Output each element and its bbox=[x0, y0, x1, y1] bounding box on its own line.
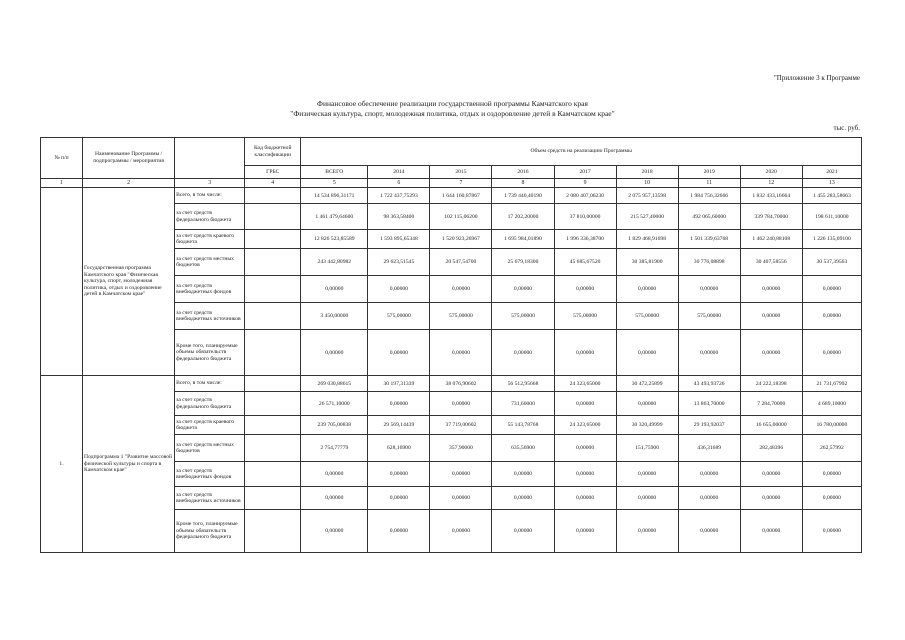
index-cell: 11 bbox=[678, 179, 740, 188]
funding-source: за счет средств внебюджетных фондов bbox=[175, 462, 245, 487]
year-value: 1 996 336,38700 bbox=[554, 230, 616, 249]
header-year: 2014 bbox=[368, 166, 430, 179]
year-value: 29 569,14439 bbox=[368, 416, 430, 435]
year-value: 0,00000 bbox=[616, 462, 678, 487]
year-value: 0,00000 bbox=[368, 487, 430, 510]
year-value: 357,90000 bbox=[430, 435, 492, 462]
total-value: 26 571,10000 bbox=[301, 392, 368, 416]
year-value: 30 407,58556 bbox=[740, 249, 802, 276]
header-volume: Объем средств на реализацию Программы bbox=[301, 138, 862, 166]
year-value: 30 776,08898 bbox=[678, 249, 740, 276]
year-value: 0,00000 bbox=[678, 510, 740, 553]
year-value: 0,00000 bbox=[802, 462, 861, 487]
year-value: 0,00000 bbox=[740, 330, 802, 376]
year-value: 38 076,90602 bbox=[430, 376, 492, 392]
year-value: 0,00000 bbox=[740, 510, 802, 553]
program-name: Государственная программа Камчатского края "Физическая культура, спорт, молодежная политика, отдых и оздоровление детей в Камчатском крае" bbox=[83, 188, 175, 376]
unit-label: тыс. руб. bbox=[833, 124, 860, 132]
year-value: 0,00000 bbox=[802, 487, 861, 510]
year-value: 198 611,10000 bbox=[802, 204, 861, 230]
year-value: 575,00000 bbox=[492, 303, 554, 330]
year-value: 0,00000 bbox=[430, 487, 492, 510]
year-value: 0,00000 bbox=[678, 462, 740, 487]
year-value: 628,16900 bbox=[368, 435, 430, 462]
header-year: 2021 bbox=[802, 166, 861, 179]
year-value: 0,00000 bbox=[616, 487, 678, 510]
year-value: 1 455 283,58663 bbox=[802, 188, 861, 204]
index-cell: 10 bbox=[616, 179, 678, 188]
year-value: 0,00000 bbox=[492, 510, 554, 553]
grbs-cell bbox=[245, 376, 301, 392]
year-value: 282,48396 bbox=[740, 435, 802, 462]
total-value: 0,00000 bbox=[301, 510, 368, 553]
program-name: Подпрограмма 1 "Развитие массовой физической культуры и спорта в Камчатском крае" bbox=[83, 376, 175, 553]
header-year: 2015 bbox=[430, 166, 492, 179]
year-value: 0,00000 bbox=[368, 330, 430, 376]
grbs-cell bbox=[245, 462, 301, 487]
year-value: 436,31689 bbox=[678, 435, 740, 462]
year-value: 1 832 433,16664 bbox=[740, 188, 802, 204]
year-value: 98 363,58400 bbox=[368, 204, 430, 230]
total-value: 239 705,00838 bbox=[301, 416, 368, 435]
header-year: 2016 bbox=[492, 166, 554, 179]
year-value: 0,00000 bbox=[554, 462, 616, 487]
year-value: 1 226 135,09100 bbox=[802, 230, 861, 249]
year-value: 20 547,54700 bbox=[430, 249, 492, 276]
year-value: 16 655,00000 bbox=[740, 416, 802, 435]
year-value: 0,00000 bbox=[740, 276, 802, 303]
year-value: 0,00000 bbox=[678, 276, 740, 303]
year-value: 1 695 984,01890 bbox=[492, 230, 554, 249]
year-value: 0,00000 bbox=[492, 462, 554, 487]
year-value: 0,00000 bbox=[554, 487, 616, 510]
year-value: 0,00000 bbox=[802, 330, 861, 376]
year-value: 56 512,95668 bbox=[492, 376, 554, 392]
year-value: 30 385,81900 bbox=[616, 249, 678, 276]
total-value: 269 030,88615 bbox=[301, 376, 368, 392]
year-value: 0,00000 bbox=[368, 276, 430, 303]
year-value: 24 323,65000 bbox=[554, 416, 616, 435]
index-cell: 5 bbox=[301, 179, 368, 188]
year-value: 30 320,49999 bbox=[616, 416, 678, 435]
funding-source: Кроме того, планируемые объемы обязательств федерального бюджета bbox=[175, 330, 245, 376]
year-value: 0,00000 bbox=[554, 435, 616, 462]
year-value: 575,00000 bbox=[368, 303, 430, 330]
total-value: 14 534 896,31171 bbox=[301, 188, 368, 204]
year-value: 43 493,93726 bbox=[678, 376, 740, 392]
header-num: № п/п bbox=[41, 138, 83, 179]
year-value: 731,60000 bbox=[492, 392, 554, 416]
funding-source: за счет средств местных бюджетов bbox=[175, 249, 245, 276]
year-value: 635,56900 bbox=[492, 435, 554, 462]
row-number: 1. bbox=[41, 376, 83, 553]
appendix-label: "Приложение 3 к Программе bbox=[773, 74, 860, 82]
header-year: 2019 bbox=[678, 166, 740, 179]
year-value: 21 731,67992 bbox=[802, 376, 861, 392]
year-value: 2 080 407,06230 bbox=[554, 188, 616, 204]
year-value: 1 520 923,26967 bbox=[430, 230, 492, 249]
year-value: 1 829 468,91698 bbox=[616, 230, 678, 249]
total-value: 12 826 523,85589 bbox=[301, 230, 368, 249]
year-value: 1 462 240,88108 bbox=[740, 230, 802, 249]
total-value: 1 461 479,64600 bbox=[301, 204, 368, 230]
funding-source: за счет средств внебюджетных источников bbox=[175, 303, 245, 330]
year-value: 2 075 957,13598 bbox=[616, 188, 678, 204]
year-value: 37 810,00000 bbox=[554, 204, 616, 230]
index-row bbox=[41, 179, 862, 188]
total-value: 3 450,00000 bbox=[301, 303, 368, 330]
index-cell: 1 bbox=[41, 179, 83, 188]
year-value: 0,00000 bbox=[554, 330, 616, 376]
funding-source: за счет средств краевого бюджета bbox=[175, 230, 245, 249]
year-value: 0,00000 bbox=[430, 330, 492, 376]
grbs-cell bbox=[245, 510, 301, 553]
header-year: 2020 bbox=[740, 166, 802, 179]
year-value: 575,00000 bbox=[678, 303, 740, 330]
index-cell: 12 bbox=[740, 179, 802, 188]
year-value: 1 501 339,63768 bbox=[678, 230, 740, 249]
index-cell: 4 bbox=[245, 179, 301, 188]
year-value: 0,00000 bbox=[740, 462, 802, 487]
grbs-cell bbox=[245, 416, 301, 435]
year-value: 24 323,65000 bbox=[554, 376, 616, 392]
header-kbk: Код бюджетной классификации bbox=[245, 138, 301, 166]
header-year: 2018 bbox=[616, 166, 678, 179]
year-value: 0,00000 bbox=[678, 330, 740, 376]
year-value: 1 644 160,87867 bbox=[430, 188, 492, 204]
document-title: Финансовое обеспечение реализации государственной программы Камчатского края bbox=[317, 99, 588, 108]
index-cell: 6 bbox=[368, 179, 430, 188]
year-value: 0,00000 bbox=[554, 276, 616, 303]
funding-source: Всего, в том числе: bbox=[175, 188, 245, 204]
funding-source: Кроме того, планируемые объемы обязательств федерального бюджета bbox=[175, 510, 245, 553]
header-row bbox=[41, 138, 862, 166]
grbs-cell bbox=[245, 230, 301, 249]
index-cell: 13 bbox=[802, 179, 861, 188]
row-number bbox=[41, 188, 83, 376]
year-value: 102 115,06200 bbox=[430, 204, 492, 230]
year-value: 575,00000 bbox=[616, 303, 678, 330]
year-value: 0,00000 bbox=[492, 330, 554, 376]
total-value: 243 442,80982 bbox=[301, 249, 368, 276]
grbs-cell bbox=[245, 276, 301, 303]
year-value: 0,00000 bbox=[802, 276, 861, 303]
finance-table bbox=[40, 137, 862, 553]
year-value: 30 472,25899 bbox=[616, 376, 678, 392]
grbs-cell bbox=[245, 330, 301, 376]
grbs-cell bbox=[245, 204, 301, 230]
year-value: 1 739 440,40190 bbox=[492, 188, 554, 204]
total-value: 0,00000 bbox=[301, 330, 368, 376]
year-value: 339 784,70000 bbox=[740, 204, 802, 230]
year-value: 0,00000 bbox=[368, 392, 430, 416]
year-value: 575,00000 bbox=[430, 303, 492, 330]
year-value: 1 984 756,32666 bbox=[678, 188, 740, 204]
index-cell: 2 bbox=[83, 179, 175, 188]
year-value: 0,00000 bbox=[430, 462, 492, 487]
grbs-cell bbox=[245, 303, 301, 330]
year-value: 1 722 437,75293 bbox=[368, 188, 430, 204]
grbs-cell bbox=[245, 487, 301, 510]
year-value: 16 780,00000 bbox=[802, 416, 861, 435]
year-value: 55 143,78768 bbox=[492, 416, 554, 435]
year-value: 151,75900 bbox=[616, 435, 678, 462]
year-value: 0,00000 bbox=[616, 510, 678, 553]
grbs-cell bbox=[245, 249, 301, 276]
index-cell: 9 bbox=[554, 179, 616, 188]
year-value: 1 593 895,65348 bbox=[368, 230, 430, 249]
header-year: 2017 bbox=[554, 166, 616, 179]
funding-source: за счет средств краевого бюджета bbox=[175, 416, 245, 435]
year-value: 17 202,20000 bbox=[492, 204, 554, 230]
total-value: 0,00000 bbox=[301, 487, 368, 510]
header-grbs: ГРБС bbox=[245, 166, 301, 179]
year-value: 0,00000 bbox=[368, 510, 430, 553]
grbs-cell bbox=[245, 188, 301, 204]
funding-source: за счет средств внебюджетных фондов bbox=[175, 276, 245, 303]
year-value: 4 689,10000 bbox=[802, 392, 861, 416]
year-value: 0,00000 bbox=[802, 510, 861, 553]
year-value: 29 623,51545 bbox=[368, 249, 430, 276]
year-value: 30 197,31339 bbox=[368, 376, 430, 392]
total-value: 0,00000 bbox=[301, 276, 368, 303]
total-value: 0,00000 bbox=[301, 462, 368, 487]
year-value: 0,00000 bbox=[554, 510, 616, 553]
year-value: 492 065,60000 bbox=[678, 204, 740, 230]
year-value: 29 193,92037 bbox=[678, 416, 740, 435]
header-total: ВСЕГО bbox=[301, 166, 368, 179]
year-value: 13 863,70000 bbox=[678, 392, 740, 416]
year-value: 25 679,18300 bbox=[492, 249, 554, 276]
year-value: 0,00000 bbox=[616, 392, 678, 416]
table-row bbox=[41, 188, 862, 204]
header-name: Наименование Программы / подпрограммы / мероприятия bbox=[83, 138, 175, 179]
funding-source: за счет средств внебюджетных источников bbox=[175, 487, 245, 510]
year-value: 0,00000 bbox=[554, 392, 616, 416]
year-value: 215 527,40000 bbox=[616, 204, 678, 230]
index-cell: 7 bbox=[430, 179, 492, 188]
year-value: 0,00000 bbox=[492, 487, 554, 510]
year-value: 0,00000 bbox=[430, 276, 492, 303]
year-value: 0,00000 bbox=[616, 330, 678, 376]
grbs-cell bbox=[245, 392, 301, 416]
index-cell: 8 bbox=[492, 179, 554, 188]
year-value: 30 537,39563 bbox=[802, 249, 861, 276]
year-value: 0,00000 bbox=[368, 462, 430, 487]
year-value: 0,00000 bbox=[492, 276, 554, 303]
year-value: 37 719,00602 bbox=[430, 416, 492, 435]
year-value: 0,00000 bbox=[678, 487, 740, 510]
document-subtitle: "Физическая культура, спорт, молодежная политика, отдых и оздоровление детей в Камчатском крае" bbox=[290, 109, 615, 118]
funding-source: за счет средств федерального бюджета bbox=[175, 392, 245, 416]
funding-source: за счет средств местных бюджетов bbox=[175, 435, 245, 462]
year-value: 0,00000 bbox=[802, 303, 861, 330]
index-cell: 3 bbox=[175, 179, 245, 188]
year-value: 0,00000 bbox=[430, 510, 492, 553]
year-value: 0,00000 bbox=[616, 276, 678, 303]
funding-source: за счет средств федерального бюджета bbox=[175, 204, 245, 230]
year-value: 45 685,67520 bbox=[554, 249, 616, 276]
header-col3 bbox=[175, 138, 245, 179]
total-value: 2 754,77779 bbox=[301, 435, 368, 462]
year-value: 0,00000 bbox=[740, 303, 802, 330]
year-value: 0,00000 bbox=[740, 487, 802, 510]
table-row bbox=[41, 376, 862, 392]
year-value: 0,00000 bbox=[430, 392, 492, 416]
funding-source: Всего, в том числе: bbox=[175, 376, 245, 392]
year-value: 262,57992 bbox=[802, 435, 861, 462]
year-value: 24 222,18398 bbox=[740, 376, 802, 392]
year-value: 575,00000 bbox=[554, 303, 616, 330]
grbs-cell bbox=[245, 435, 301, 462]
year-value: 7 284,70000 bbox=[740, 392, 802, 416]
